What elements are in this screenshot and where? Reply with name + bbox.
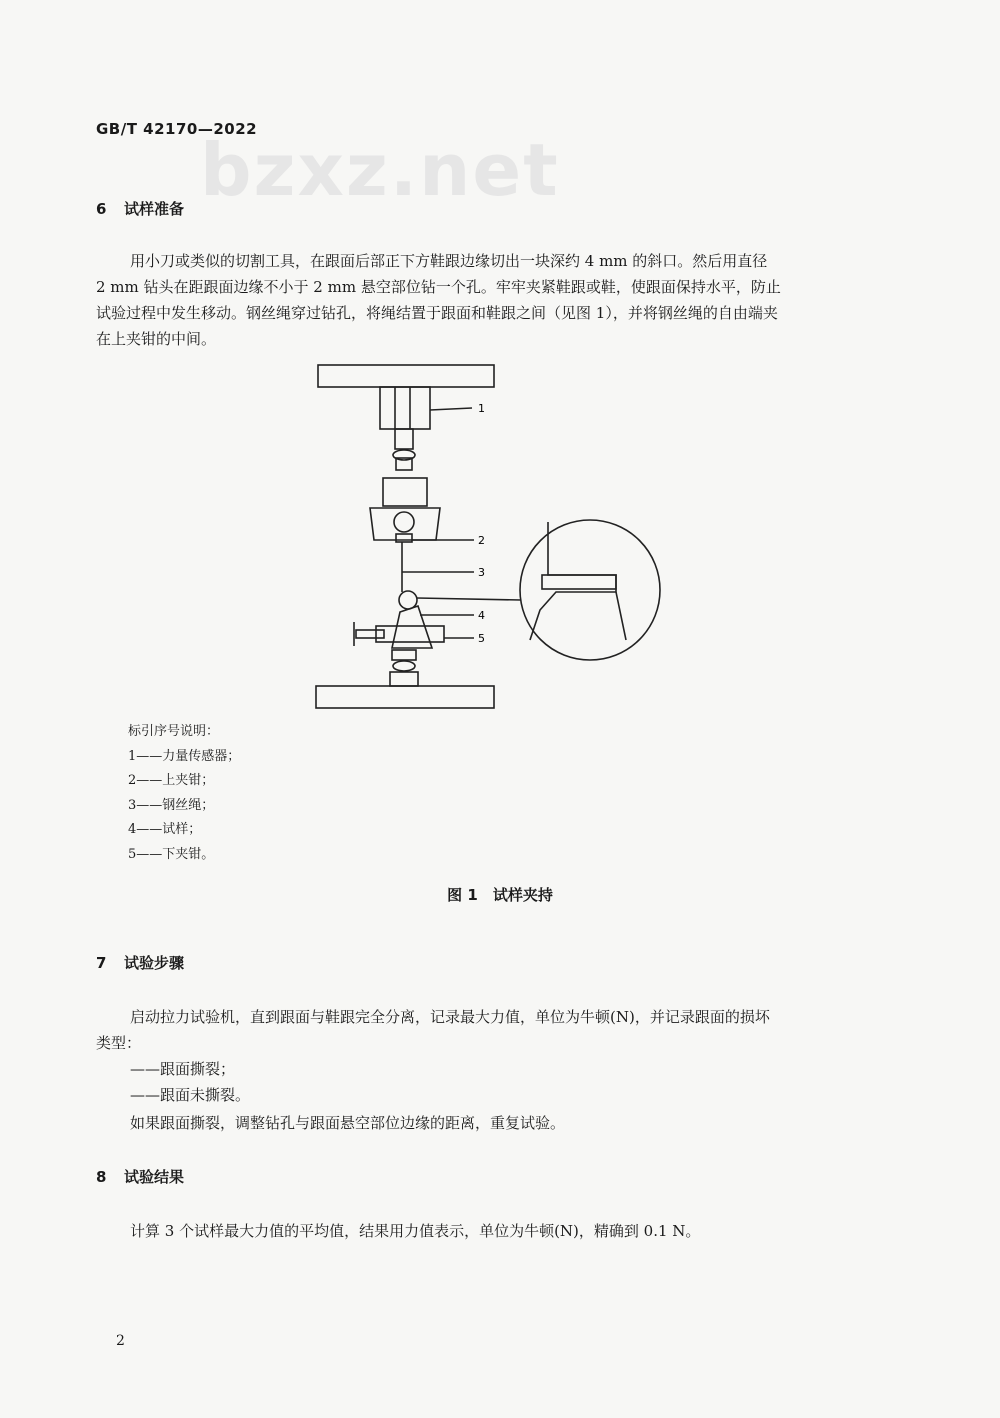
section-6-line-2: 2 mm 钻头在距跟面边缘不小于 2 mm 悬空部位钻一个孔。牢牢夹紧鞋跟或鞋，使跟面保持水平，防止 — [96, 278, 781, 296]
detail-circle — [520, 520, 660, 660]
section-number: 6 — [96, 200, 107, 218]
standard-code: GB/T 42170—2022 — [96, 120, 258, 138]
callout-1: 1 — [478, 402, 485, 415]
legend — [128, 720, 240, 867]
top-plate — [318, 365, 494, 387]
section-number: 7 — [96, 954, 107, 972]
section-6-line-3: 试验过程中发生移动。钢丝绳穿过钻孔，将绳结置于跟面和鞋跟之间（见图 1），并将钢丝绳的自由端夹 — [96, 304, 778, 322]
specimen-circle — [399, 591, 417, 609]
section-8-paragraph: 计算 3 个试样最大力值的平均值，结果用力值表示，单位为牛顿(N)，精确到 0.1 N。 — [130, 1222, 701, 1240]
section-7-note: 如果跟面撕裂，调整钻孔与跟面悬空部位边缘的距离，重复试验。 — [130, 1114, 566, 1132]
figure-caption: 图 1 试样夹持 — [447, 886, 553, 904]
legend-item: 3——钢丝绳； — [128, 797, 215, 813]
legend-item: 4——试样； — [128, 822, 202, 837]
list-item: ——跟面未撕裂。 — [130, 1086, 251, 1104]
callout-3: 3 — [478, 566, 485, 579]
legend-item: 2——上夹钳； — [128, 773, 215, 788]
upper-clamp-block — [383, 478, 427, 506]
legend-title: 标引序号说明： — [128, 724, 220, 739]
list-item: ——跟面撕裂； — [130, 1060, 236, 1078]
legend-item: 1——力量传感器； — [128, 748, 241, 764]
watermark: bzxz.net — [200, 128, 560, 212]
callout-2: 2 — [478, 534, 485, 547]
page-number: 2 — [116, 1333, 125, 1349]
section-title: 试样准备 — [124, 200, 185, 218]
section-7-line-1: 启动拉力试验机，直到跟面与鞋跟完全分离，记录最大力值，单位为牛顿(N)，并记录跟面的损坏 — [130, 1008, 770, 1026]
legend-item: 5——下夹钳。 — [128, 846, 215, 862]
section-number: 8 — [96, 1168, 107, 1186]
section-title: 试验结果 — [124, 1168, 185, 1186]
section-7-line-2: 类型： — [96, 1034, 142, 1052]
lower-clamp — [376, 626, 444, 642]
section-7-heading — [96, 952, 184, 973]
callout-5: 5 — [478, 632, 485, 645]
load-cell — [380, 387, 430, 429]
section-8-heading — [96, 1166, 184, 1187]
section-title: 试验步骤 — [124, 954, 185, 972]
callout-4: 4 — [478, 609, 485, 622]
bottom-plate — [316, 686, 494, 708]
section-6-line-4: 在上夹钳的中间。 — [96, 330, 217, 348]
section-6-line-1: 用小刀或类似的切割工具，在跟面后部正下方鞋跟边缘切出一块深约 4 mm 的斜口。然后用直径 — [130, 252, 768, 270]
